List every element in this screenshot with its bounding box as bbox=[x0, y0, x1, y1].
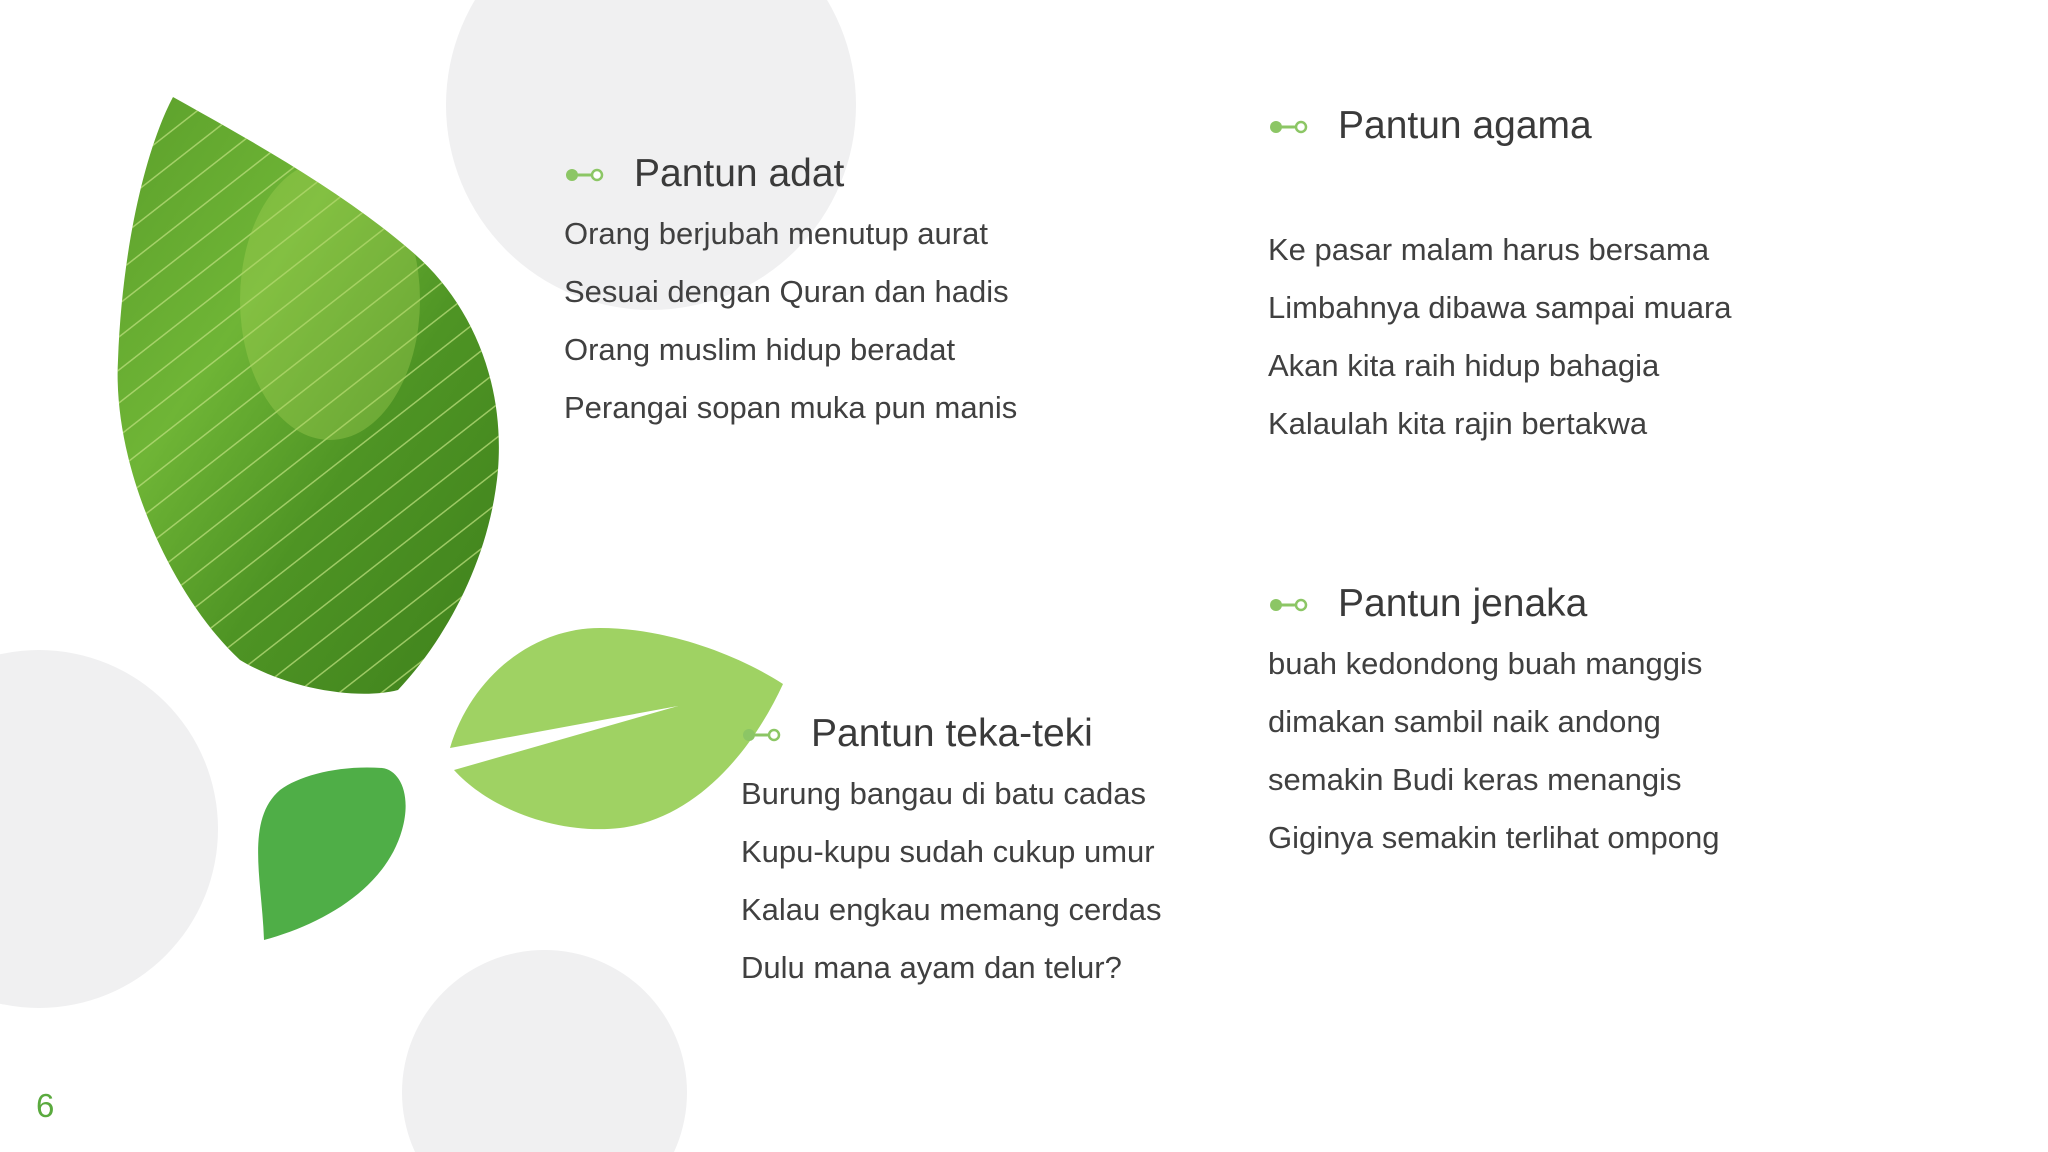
pantun-line: Perangai sopan muka pun manis bbox=[564, 390, 1018, 425]
section-pantun-teka-teki bbox=[741, 705, 1161, 997]
pantun-line: Kalaulah kita rajin bertakwa bbox=[1268, 406, 1648, 441]
section-header bbox=[1268, 575, 1719, 635]
pantun-line: Akan kita raih hidup bahagia bbox=[1268, 348, 1660, 383]
section-title: Pantun jenaka bbox=[1338, 582, 1588, 625]
pantun-lines bbox=[1268, 221, 1732, 453]
pantun-line: Giginya semakin terlihat ompong bbox=[1268, 820, 1720, 855]
pantun-line: Sesuai dengan Quran dan hadis bbox=[564, 274, 1009, 309]
pantun-line: Orang muslim hidup beradat bbox=[564, 332, 956, 367]
pantun-line: semakin Budi keras menangis bbox=[1268, 762, 1682, 797]
pantun-lines bbox=[741, 765, 1161, 997]
bullet-link-icon bbox=[564, 165, 610, 185]
pantun-line: Orang berjubah menutup aurat bbox=[564, 216, 988, 251]
pantun-line: Kupu-kupu sudah cukup umur bbox=[741, 834, 1155, 869]
pantun-line: Kalau engkau memang cerdas bbox=[741, 892, 1162, 927]
section-title: Pantun adat bbox=[634, 152, 845, 195]
section-pantun-jenaka bbox=[1268, 575, 1719, 867]
light-leaf bbox=[450, 628, 783, 829]
section-header bbox=[1268, 97, 1732, 157]
page-number: 6 bbox=[36, 1087, 55, 1124]
pantun-line: Dulu mana ayam dan telur? bbox=[741, 950, 1122, 985]
bullet-link-icon bbox=[741, 725, 787, 745]
big-leaf bbox=[100, 90, 520, 710]
bullet-link-icon bbox=[1268, 117, 1314, 137]
pantun-line: Ke pasar malam harus bersama bbox=[1268, 232, 1710, 267]
section-header bbox=[564, 145, 1017, 205]
section-pantun-adat bbox=[564, 145, 1017, 437]
pantun-line: Burung bangau di batu cadas bbox=[741, 776, 1147, 811]
section-title: Pantun teka-teki bbox=[811, 712, 1093, 755]
section-header bbox=[741, 705, 1161, 765]
pantun-lines bbox=[564, 205, 1017, 437]
section-title: Pantun agama bbox=[1338, 104, 1592, 147]
small-leaf bbox=[258, 767, 406, 940]
pantun-line: buah kedondong buah manggis bbox=[1268, 646, 1703, 681]
pantun-line: Limbahnya dibawa sampai muara bbox=[1268, 290, 1732, 325]
section-pantun-agama bbox=[1268, 97, 1732, 453]
bullet-link-icon bbox=[1268, 595, 1314, 615]
pantun-lines bbox=[1268, 635, 1719, 867]
pantun-line: dimakan sambil naik andong bbox=[1268, 704, 1661, 739]
